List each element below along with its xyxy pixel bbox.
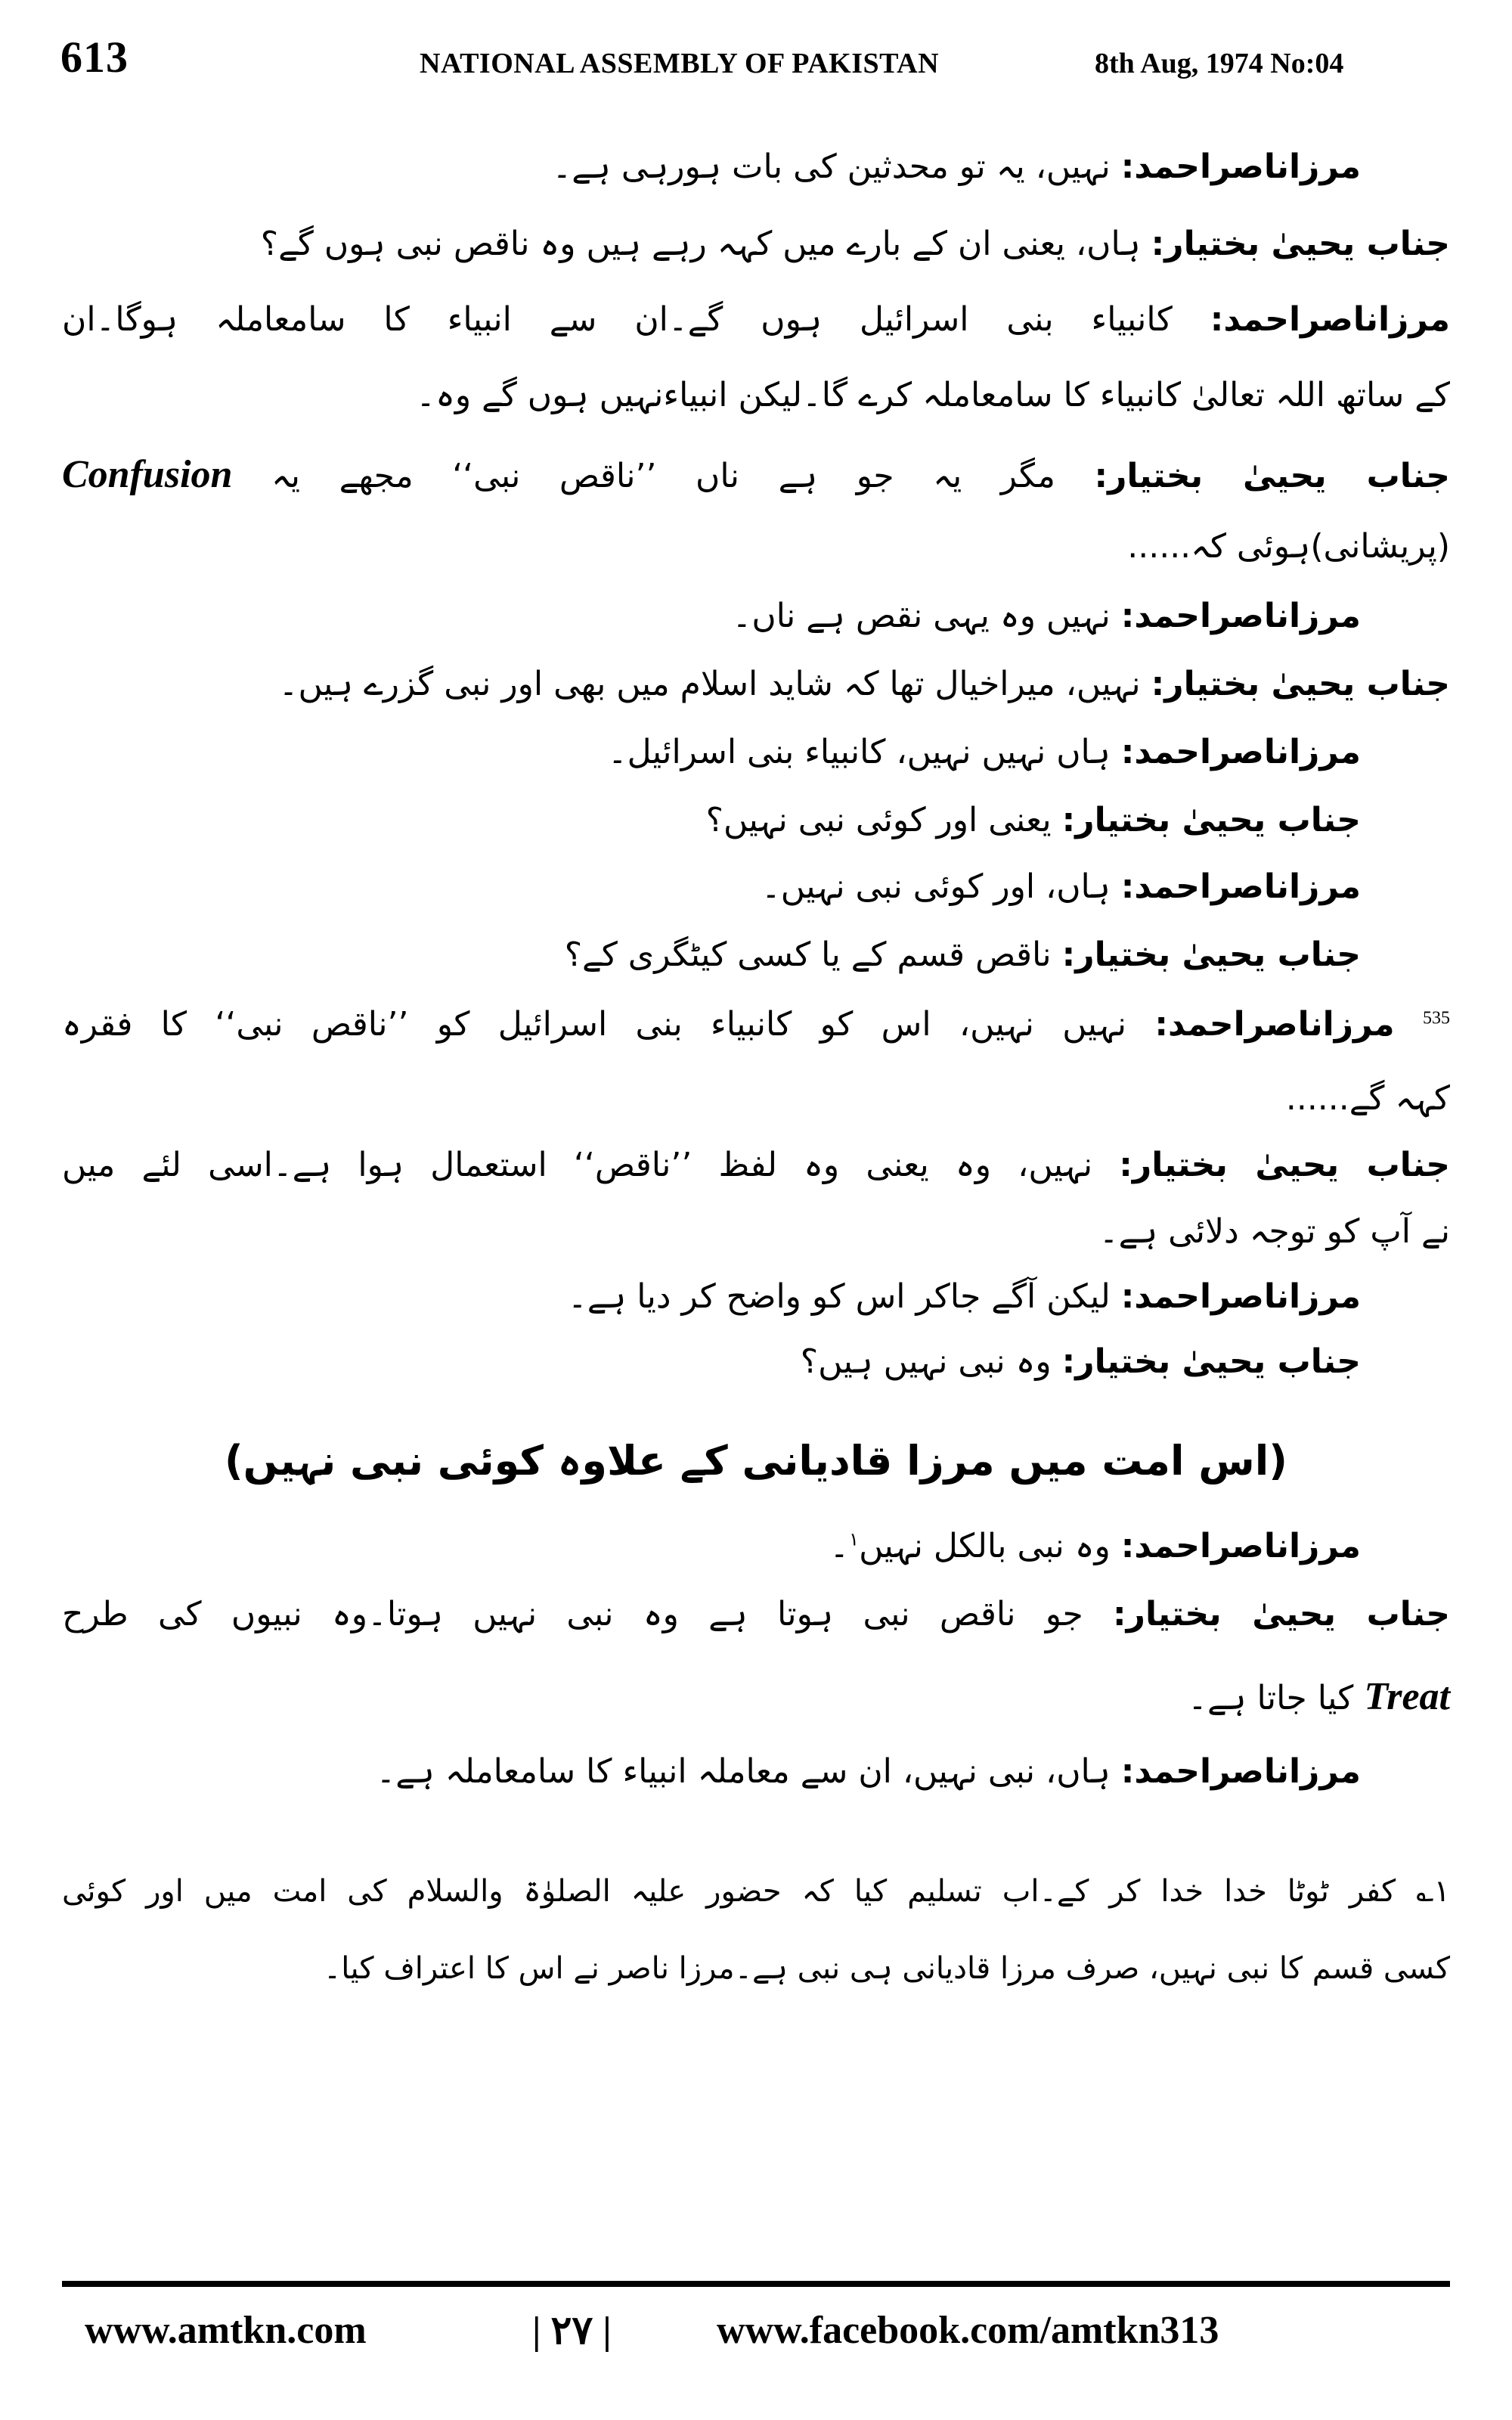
dialogue-text: ہاں، یعنی ان کے بارے میں کہہ رہے ہیں وہ ناقص نبی ہوں گے؟: [260, 225, 1141, 263]
speaker-label: جناب یحییٰ بختیار:: [1061, 801, 1361, 839]
footnote-line-1: ۱؎ کفر ٹوٹا خدا خدا کر کے۔اب تسلیم کیا کہ حضور علیہ الصلوٰۃ والسلام کی امت میں اور کوئی: [62, 1874, 1450, 1909]
footnote-ref: ۱: [849, 1530, 860, 1550]
speaker-label: جناب یحییٰ بختیار:: [1113, 1595, 1450, 1634]
speaker-label: مرزاناصراحمد:: [1120, 1527, 1361, 1565]
dialogue-text: (پریشانی)ہوئی کہ......: [1127, 527, 1450, 566]
dialogue-text: کیا جاتا ہے۔: [1188, 1679, 1354, 1717]
dialogue-text: نہیں نہیں، اس کو کانبیاء بنی اسرائیل کو ’’ناقص نبی‘‘ کا فقرہ: [62, 1005, 1127, 1044]
speaker-label: جناب یحییٰ بختیار:: [1151, 225, 1450, 263]
dialogue-text: وہ نبی نہیں ہیں؟: [800, 1342, 1052, 1381]
footer-page-marker: | ۲۷ |: [532, 2310, 612, 2353]
dialogue-line: [565, 936, 1361, 975]
section-heading: (اس امت میں مرزا قادیانی کے علاوہ کوئی نبی نہیں): [224, 1437, 1287, 1485]
speaker-label: مرزاناصراحمد:: [1120, 733, 1361, 771]
dialogue-text: نے آپ کو توجہ دلائی ہے۔: [1098, 1212, 1450, 1251]
dialogue-text: کانبیاء بنی اسرائیل ہوں گے۔ان سے انبیاء کا سامعاملہ ہوگا۔ان: [62, 300, 1173, 339]
footnote-line-2: کسی قسم کا نبی نہیں، صرف مرزا قادیانی ہی نبی ہے۔مرزا ناصر نے اس کا اعتراف کیا۔: [323, 1951, 1450, 1986]
speaker-label: جناب یحییٰ بختیار:: [1119, 1146, 1451, 1184]
speaker-label: مرزاناصراحمد:: [1120, 1752, 1361, 1791]
dialogue-text: کے ساتھ اللہ تعالیٰ کانبیاء کا سامعاملہ کرے گا۔لیکن انبیاءنہیں ہوں گے وہ۔: [416, 376, 1450, 414]
dialogue-line: [376, 1753, 1361, 1792]
dialogue-text: جو ناقص نبی ہوتا ہے وہ نبی نہیں ہوتا۔وہ نبیوں کی طرح: [62, 1595, 1083, 1634]
speaker-label: مرزاناصراحمد:: [1210, 300, 1450, 339]
dialogue-line: [568, 1278, 1361, 1317]
speaker-label: جناب یحییٰ بختیار:: [1151, 665, 1450, 703]
dialogue-line: [733, 597, 1361, 636]
speaker-label: مرزاناصراحمد:: [1120, 147, 1361, 186]
dialogue-line: [761, 868, 1361, 907]
dialogue-line: [62, 301, 1450, 340]
footer-rule: [62, 2281, 1450, 2287]
dialogue-text: نہیں، وہ یعنی وہ لفظ ’’ناقص‘‘ استعمال ہوا ہے۔اسی لئے میں: [62, 1146, 1093, 1184]
speaker-label: جناب یحییٰ بختیار:: [1061, 935, 1361, 974]
speaker-label: مرزاناصراحمد:: [1120, 597, 1361, 635]
marginal-marker: 535: [1423, 1008, 1450, 1028]
english-term: Confusion: [62, 453, 233, 496]
page-number: 613: [60, 33, 129, 82]
dialogue-line: [279, 666, 1450, 704]
dialogue-line: [62, 1006, 1450, 1044]
dialogue-text: ناقص قسم کے یا کسی کیٹگری کے؟: [564, 935, 1052, 974]
speaker-label: مرزاناصراحمد:: [1154, 1005, 1395, 1044]
dialogue-line: [608, 734, 1361, 772]
dialogue-text: ہاں، نبی نہیں، ان سے معاملہ انبیاء کا سامعاملہ ہے۔: [376, 1752, 1111, 1791]
footer-website-link[interactable]: www.amtkn.com: [85, 2309, 367, 2352]
dialogue-text: لیکن آگے جاکر اس کو واضح کر دیا ہے۔: [567, 1277, 1111, 1316]
dialogue-text: نہیں، یہ تو محدثین کی بات ہورہی ہے۔: [552, 147, 1111, 186]
dialogue-text: ہاں نہیں نہیں، کانبیاء بنی اسرائیل۔: [607, 733, 1111, 771]
dialogue-line: [706, 802, 1361, 840]
dialogue-line: [552, 148, 1361, 187]
header-title: NATIONAL ASSEMBLY OF PAKISTAN: [420, 48, 940, 79]
dialogue-line: [1127, 528, 1450, 566]
english-term: Treat: [1364, 1675, 1450, 1718]
speaker-label: مرزاناصراحمد:: [1120, 1277, 1361, 1316]
dialogue-text: کہہ گے......: [1285, 1079, 1450, 1118]
speaker-label: جناب یحییٰ بختیار:: [1094, 457, 1450, 495]
dialogue-line: مرزاناصراحمد: وہ نبی بالکل نہیں$^۱$۔: [829, 1527, 1361, 1565]
speaker-label: جناب یحییٰ بختیار:: [1061, 1342, 1361, 1381]
speaker-label: مرزاناصراحمد:: [1120, 867, 1361, 906]
dialogue-line: [62, 1146, 1450, 1185]
dialogue-text: نہیں وہ یہی نقص ہے ناں۔: [732, 597, 1111, 635]
dialogue-line: [1188, 1674, 1450, 1720]
dialogue-line: [1099, 1213, 1450, 1252]
footer-facebook-link[interactable]: www.facebook.com/amtkn313: [717, 2309, 1219, 2352]
dialogue-line: [62, 452, 1450, 498]
dialogue-text: یعنی اور کوئی نبی نہیں؟: [705, 801, 1052, 839]
dialogue-line: [1286, 1080, 1450, 1118]
dialogue-line: [261, 225, 1450, 264]
dialogue-text: ہاں، اور کوئی نبی نہیں۔: [761, 867, 1111, 906]
dialogue-text: نہیں، میراخیال تھا کہ شاید اسلام میں بھی اور نبی گزرے ہیں۔: [278, 665, 1141, 703]
dialogue-text: وہ نبی بالکل نہیں: [859, 1527, 1111, 1565]
dialogue-line: [62, 1596, 1450, 1634]
header-date-issue: 8th Aug, 1974 No:04: [1095, 48, 1344, 79]
dialogue-line: [416, 377, 1450, 415]
dialogue-line: [801, 1343, 1361, 1382]
dialogue-text: مگر یہ جو ہے ناں ’’ناقص نبی‘‘ مجھے یہ: [271, 457, 1055, 495]
